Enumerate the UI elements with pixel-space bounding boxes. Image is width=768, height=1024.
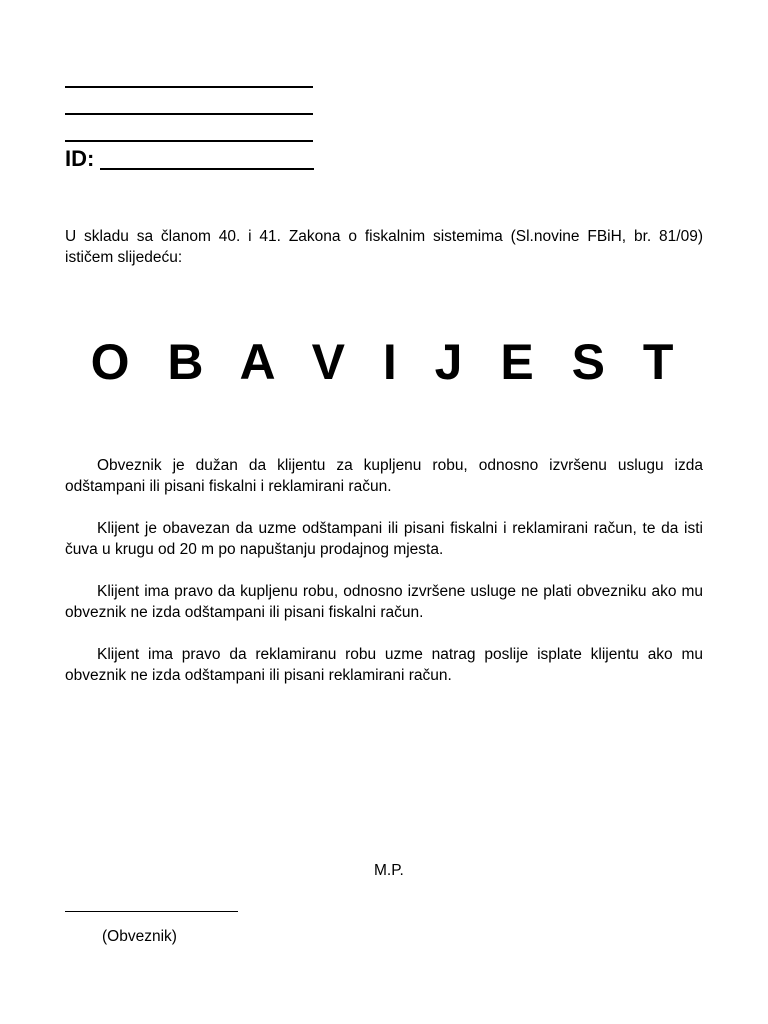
notice-body: [65, 455, 703, 707]
paragraph-1: Obveznik je dužan da klijentu za kupljenu robu, odnosno izvršenu uslugu izda odštampani ili pisani fiskalni i reklamirani račun.: [65, 457, 703, 495]
id-field: [65, 146, 314, 172]
stamp-label: M.P.: [374, 862, 404, 879]
id-label: ID:: [65, 146, 95, 171]
document-title: O B A V I J E S T: [90, 334, 686, 390]
header-blank-line-3: [65, 140, 313, 142]
paragraph-2: Klijent je obavezan da uzme odštampani ili pisani fiskalni i reklamirani račun, te da isti čuva u krugu od 20 m po napuštanju prodajnog mjesta.: [65, 520, 703, 558]
header-blank-line-2: [65, 113, 313, 115]
id-blank-line: [100, 168, 314, 170]
signature-line: [65, 911, 238, 912]
paragraph-4: Klijent ima pravo da reklamiranu robu uzme natrag poslije isplate klijentu ako mu obveznik ne izda odštampani ili pisani reklamirani račun.: [65, 646, 703, 684]
signature-label: (Obveznik): [102, 928, 177, 945]
paragraph-3: Klijent ima pravo da kupljenu robu, odnosno izvršene usluge ne plati obvezniku ako mu obveznik ne izda odštampani ili pisani fiskalni račun.: [65, 583, 703, 621]
header-blank-line-1: [65, 86, 313, 88]
intro-text: U skladu sa članom 40. i 41. Zakona o fiskalnim sistemima (Sl.novine FBiH, br. 81/09) ističem slijedeću:: [65, 228, 703, 266]
